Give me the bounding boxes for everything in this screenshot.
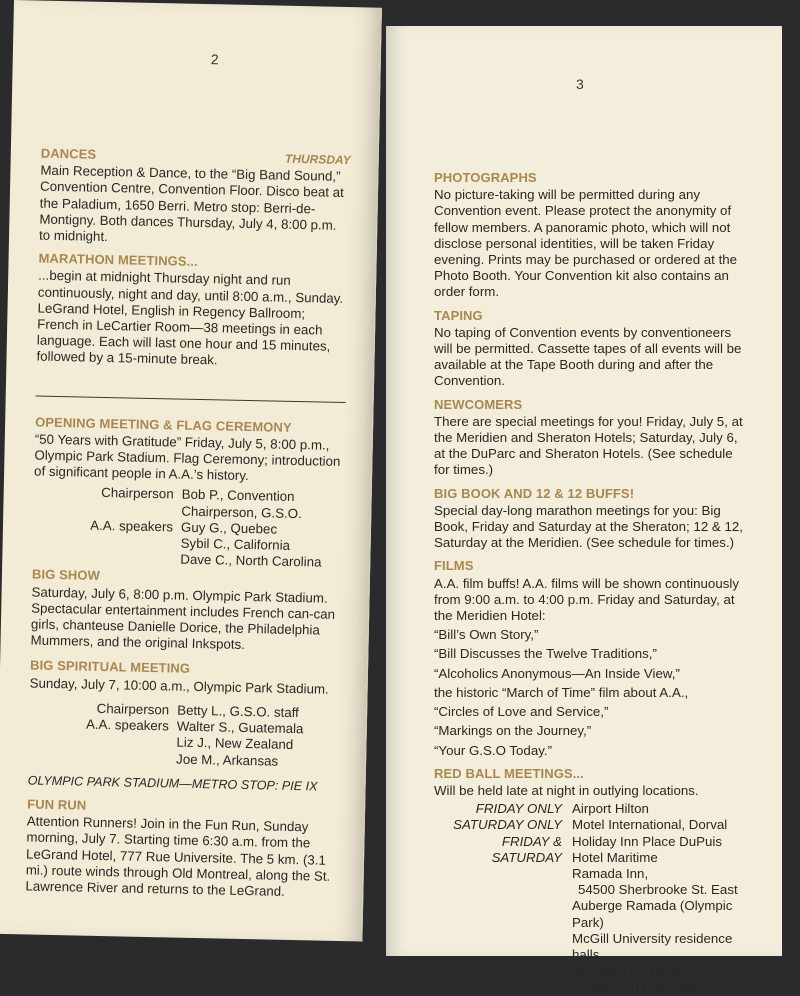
films-heading: FILMS: [434, 558, 474, 574]
redball-heading: RED BALL MEETINGS...: [434, 765, 584, 781]
opening-speakers-names: [180, 519, 343, 571]
schedule-locations: [572, 801, 746, 817]
person-name: Guy G., Quebec: [180, 519, 278, 537]
location-item: Sheraton St. Laurent: [572, 963, 695, 979]
person-name: Chairperson, G.S.O.: [181, 503, 302, 521]
location-item: 54500 Sherbrooke St. East: [578, 882, 738, 898]
location-item: Motel International, Dorval: [572, 817, 728, 833]
page-number: 3: [576, 76, 584, 92]
left-page-content: [25, 146, 351, 901]
location-item: Holiday Inn Place DuPuis: [572, 833, 723, 849]
schedule-locations: [572, 834, 746, 996]
newcomers-heading: NEWCOMERS: [434, 396, 523, 412]
opening-chair-role: Chairperson: [101, 485, 174, 502]
spiritual-text: Sunday, July 7, 10:00 a.m., Olympic Park Stadium.: [29, 675, 329, 697]
schedule-when: FRIDAY ONLY: [475, 801, 562, 817]
location-item: Hotel Maritime: [572, 849, 658, 865]
photographs-heading: PHOTOGRAPHS: [434, 170, 537, 185]
taping-text: No taping of Convention events by conventioneers will be permitted. Cassette tapes of all events will be available at the Tape Booth during and after the Convention.: [434, 324, 742, 389]
person-name: Dave C., North Carolina: [180, 551, 322, 570]
person-name: Bob P., Convention: [181, 487, 295, 505]
schedule-when: FRIDAY & SATURDAY: [491, 833, 562, 865]
section-divider: [36, 395, 346, 402]
redball-text: Will be held late at night in outlying locations.: [434, 782, 699, 798]
films-text: A.A. film buffs! A.A. films will be shown continuously from 9:00 a.m. to 4:00 p.m. Friday and Saturday, at the Meridien Hotel:: [434, 575, 739, 624]
dances-day: THURSDAY: [284, 151, 351, 168]
bigbook-heading: BIG BOOK AND 12 & 12 BUFFS!: [434, 485, 635, 501]
schedule-when: SATURDAY ONLY: [453, 817, 562, 833]
location-item: McGill University residence halls: [572, 930, 733, 962]
film-item: “Circles of Love and Service,”: [434, 704, 609, 720]
bigshow-text: Saturday, July 6, 8:00 p.m. Olympic Park Stadium. Spectacular entertainment includes French can-can girls, chanteuse Danielle Dorice, the Philadelphia Mummers, and the original Inkspots.: [30, 584, 336, 653]
spiritual-speakers-role: A.A. speakers: [85, 716, 169, 734]
newcomers-text: There are special meetings for you! Friday, July 5, at the Meridien and Sheraton Hotels; Saturday, July 6, at the DuParc and Sheraton Hotels. (See schedule for times.): [434, 413, 743, 478]
film-item: “Bill Discusses the Twelve Traditions,”: [434, 646, 657, 662]
person-name: Betty L., G.S.O. staff: [177, 702, 300, 721]
spiritual-heading: BIG SPIRITUAL MEETING: [29, 657, 191, 677]
film-item: “Markings on the Journey,”: [434, 723, 592, 739]
opening-speakers-role: A.A. speakers: [90, 517, 174, 535]
funrun-text: Attention Runners! Join in the Fun Run, Sunday morning, July 7. Starting time 6:30 a.m. from the LeGrand Hotel, 777 Rue Universite. The 5 km. (3.1 mi.) route winds through Old Montreal, along the St. Lawrence River and returns to the LeGrand.: [25, 813, 331, 899]
dances-text: Main Reception & Dance, to the “Big Band Sound,” Convention Centre, Convention Floor. Disco beat at the Paladium, 1650 Berri. Metro stop: Berri-de-Montigny. Both dances Thursday, July 4, 8:00 p.m. to midnight.: [38, 162, 344, 245]
left-page: [0, 0, 382, 942]
opening-chair-names: [181, 487, 344, 523]
schedule-locations: [572, 817, 746, 833]
right-page-content: [434, 170, 746, 996]
marathon-text: ...begin at midnight Thursday night and run continuously, night and day, until 8:00 a.m., Sunday. LeGrand Hotel, English in Regency Ballroom; French in LeCartier Room—38 meetings in each language. Each will last one hour and 15 minutes, followed by a 15-minute break.: [36, 267, 344, 368]
spiritual-people-table: [28, 699, 339, 770]
spiritual-speakers-names: [176, 719, 339, 771]
person-name: Sybil C., California: [180, 535, 291, 553]
opening-people-table: [32, 484, 344, 571]
film-item: the historic “March of Time” film about A.A.,: [434, 684, 689, 700]
photographs-text: No picture-taking will be permitted during any Convention event. Please protect the anonymity of fellow members. A panoramic photo, which will not disclose personal identities, will be taken Friday evening. Prints may be purchased or ordered at the Photo Booth. Your Convention kit also contains an order form.: [434, 187, 738, 300]
bigshow-heading: BIG SHOW: [31, 566, 101, 584]
film-item: “Bill’s Own Story,”: [434, 627, 539, 643]
metro-stop-note: OLYMPIC PARK STADIUM—METRO STOP: PIE IX: [27, 773, 318, 794]
location-item: Auberge Ramada (Olympic Park): [572, 898, 733, 930]
person-name: Joe M., Arkansas: [175, 751, 279, 769]
funrun-heading: FUN RUN: [27, 796, 87, 813]
page-number: 2: [210, 51, 219, 68]
location-item: Ramada Inn,: [572, 865, 649, 881]
person-name: Walter S., Guatemala: [176, 718, 304, 737]
bigbook-text: Special day-long marathon meetings for you: Big Book, Friday and Saturday at the Sheraton; 12 & 12, Saturday at the Meridien. (See schedule for times.): [434, 502, 743, 551]
opening-text: “50 Years with Gratitude” Friday, July 5, 8:00 p.m., Olympic Park Stadium. Flag Ceremony; introduction of significant people in A.A.’s history.: [33, 431, 341, 484]
person-name: Liz J., New Zealand: [176, 734, 294, 753]
redball-schedule: [434, 801, 746, 995]
taping-heading: TAPING: [434, 307, 483, 323]
marathon-heading: MARATHON MEETINGS...: [38, 250, 198, 270]
dances-heading: DANCES: [40, 145, 97, 162]
location-item: Holiday Inn Richelieu: [572, 979, 697, 995]
film-item: “Your G.S.O Today.”: [434, 742, 553, 758]
film-item: “Alcoholics Anonymous—An Inside View,”: [434, 665, 680, 681]
right-page: [386, 26, 782, 995]
opening-heading: OPENING MEETING & FLAG CEREMONY: [35, 414, 292, 435]
spiritual-chair-role: Chairperson: [96, 700, 170, 718]
location-item: Airport Hilton: [572, 801, 649, 817]
